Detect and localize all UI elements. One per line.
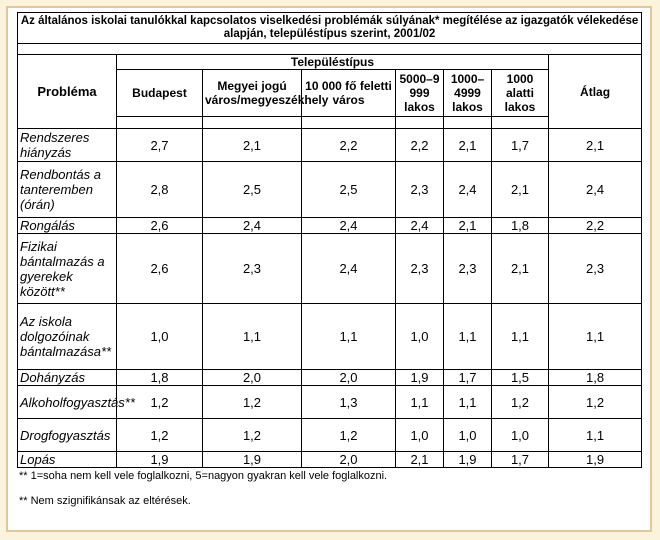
row-value: 2,1 <box>492 162 549 218</box>
row-average-value: 2,1 <box>549 129 642 162</box>
footnote-scale: ** 1=soha nem kell vele foglalkozni, 5=nagyon gyakran kell vele foglalkozni. <box>19 470 388 482</box>
row-value: 2,4 <box>302 218 396 234</box>
table-row <box>18 162 642 218</box>
row-value: 1,2 <box>117 419 203 452</box>
row-value: 2,2 <box>396 129 444 162</box>
table-row <box>18 129 642 162</box>
row-value: 1,2 <box>492 386 549 419</box>
row-value: 2,5 <box>203 162 302 218</box>
table-row <box>18 304 642 370</box>
row-label: Lopás <box>18 452 117 468</box>
row-value: 2,7 <box>117 129 203 162</box>
row-value: 2,1 <box>444 218 492 234</box>
header-gap-cell <box>492 117 549 129</box>
row-label: Alkoholfogyasztás** <box>18 386 117 419</box>
row-average-value: 1,8 <box>549 370 642 386</box>
header-col-town-10000: 10 000 fő feletti város <box>302 70 396 117</box>
row-value: 1,0 <box>444 419 492 452</box>
table-row <box>18 370 642 386</box>
row-value: 1,0 <box>396 419 444 452</box>
row-value: 1,7 <box>492 129 549 162</box>
row-value: 1,1 <box>396 386 444 419</box>
table-row <box>18 234 642 304</box>
row-label: Drogfogyasztás <box>18 419 117 452</box>
row-value: 2,0 <box>302 370 396 386</box>
row-value: 1,9 <box>117 452 203 468</box>
row-label: Fizikai bántalmazás a gyerekek között** <box>18 234 117 304</box>
header-gap-cell <box>444 117 492 129</box>
row-value: 2,3 <box>396 234 444 304</box>
row-value: 1,2 <box>302 419 396 452</box>
page-frame <box>6 6 652 532</box>
row-value: 2,2 <box>302 129 396 162</box>
row-value: 2,6 <box>117 218 203 234</box>
row-label: Dohányzás <box>18 370 117 386</box>
header-gap-cell <box>396 117 444 129</box>
header-col-budapest: Budapest <box>117 70 203 117</box>
row-average-value: 1,2 <box>549 386 642 419</box>
data-table <box>17 12 642 468</box>
row-value: 1,1 <box>302 304 396 370</box>
row-value: 1,8 <box>492 218 549 234</box>
row-value: 1,7 <box>444 370 492 386</box>
table-row <box>18 386 642 419</box>
row-average-value: 2,3 <box>549 234 642 304</box>
header-col-county-town: Megyei jogú város/megyeszékhely <box>203 70 302 117</box>
row-value: 1,9 <box>396 370 444 386</box>
row-value: 2,0 <box>302 452 396 468</box>
row-value: 1,1 <box>444 386 492 419</box>
row-value: 1,7 <box>492 452 549 468</box>
footnote-significance: ** Nem szignifikánsak az eltérések. <box>19 495 191 507</box>
header-col-5000: 5000–9 999 lakos <box>396 70 444 117</box>
row-value: 1,9 <box>203 452 302 468</box>
row-average-value: 2,4 <box>549 162 642 218</box>
row-value: 2,3 <box>444 234 492 304</box>
row-value: 1,2 <box>203 419 302 452</box>
row-value: 2,3 <box>396 162 444 218</box>
row-label: Rendszeres hiányzás <box>18 129 117 162</box>
title-spacer <box>18 44 642 55</box>
footnotes <box>19 470 387 508</box>
row-value: 1,2 <box>203 386 302 419</box>
row-value: 2,4 <box>203 218 302 234</box>
row-value: 2,4 <box>444 162 492 218</box>
header-problem: Probléma <box>18 55 117 129</box>
row-value: 2,5 <box>302 162 396 218</box>
row-value: 2,6 <box>117 234 203 304</box>
row-average-value: 1,1 <box>549 419 642 452</box>
row-value: 1,5 <box>492 370 549 386</box>
row-value: 1,0 <box>492 419 549 452</box>
row-value: 2,4 <box>396 218 444 234</box>
row-value: 1,0 <box>117 304 203 370</box>
row-value: 2,1 <box>444 129 492 162</box>
row-value: 1,1 <box>492 304 549 370</box>
table-row <box>18 218 642 234</box>
row-value: 2,3 <box>203 234 302 304</box>
row-value: 1,9 <box>444 452 492 468</box>
row-label: Rongálás <box>18 218 117 234</box>
row-average-value: 2,2 <box>549 218 642 234</box>
header-average: Átlag <box>549 55 642 129</box>
table-title: Az általános iskolai tanulókkal kapcsolatos viselkedési problémák súlyának* megítélése az igazgatók vélekedése alapján, településtípus szerint, 2001/02 <box>18 13 642 44</box>
row-average-value: 1,1 <box>549 304 642 370</box>
row-average-value: 1,9 <box>549 452 642 468</box>
table-row <box>18 419 642 452</box>
row-value: 1,2 <box>117 386 203 419</box>
header-gap-cell <box>203 117 302 129</box>
row-value: 2,8 <box>117 162 203 218</box>
row-value: 2,4 <box>302 234 396 304</box>
row-value: 1,8 <box>117 370 203 386</box>
header-col-under-1000: 1000 alatti lakos <box>492 70 549 117</box>
row-value: 1,3 <box>302 386 396 419</box>
row-value: 2,1 <box>492 234 549 304</box>
row-label: Az iskola dolgozóinak bántalmazása** <box>18 304 117 370</box>
row-value: 1,1 <box>444 304 492 370</box>
row-value: 2,1 <box>396 452 444 468</box>
row-value: 2,0 <box>203 370 302 386</box>
row-label: Rendbontás a tanteremben (órán) <box>18 162 117 218</box>
header-col-1000: 1000–4999 lakos <box>444 70 492 117</box>
table-row <box>18 452 642 468</box>
row-value: 1,1 <box>203 304 302 370</box>
header-gap-cell <box>117 117 203 129</box>
row-value: 1,0 <box>396 304 444 370</box>
header-gap-cell <box>302 117 396 129</box>
header-settlement-type: Településtípus <box>117 55 549 70</box>
row-value: 2,1 <box>203 129 302 162</box>
